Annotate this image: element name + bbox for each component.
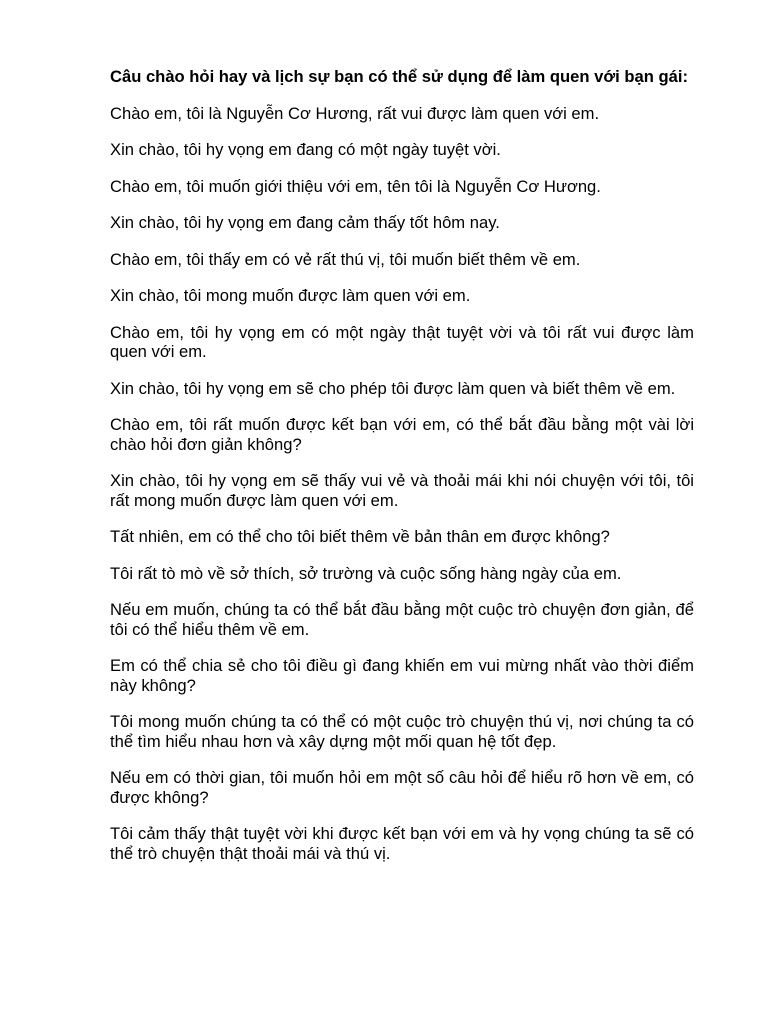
paragraph: Chào em, tôi rất muốn được kết bạn với em, có thể bắt đầu bằng một vài lời chào hỏi đơn giản không?: [110, 415, 694, 454]
paragraph: Nếu em có thời gian, tôi muốn hỏi em một số câu hỏi để hiểu rõ hơn về em, có được không?: [110, 768, 694, 807]
paragraph: Chào em, tôi thấy em có vẻ rất thú vị, tôi muốn biết thêm về em.: [110, 249, 581, 269]
paragraph: Xin chào, tôi hy vọng em đang cảm thấy tốt hôm nay.: [110, 213, 500, 232]
paragraph: Xin chào, tôi mong muốn được làm quen với em.: [110, 286, 471, 305]
paragraph: Chào em, tôi muốn giới thiệu với em, tên tôi là Nguyễn Cơ Hương.: [110, 176, 601, 196]
paragraph: Tôi cảm thấy thật tuyệt vời khi được kết bạn với em và hy vọng chúng ta sẽ có thể trò chuyện thật thoải mái và thú vị.: [110, 824, 694, 863]
paragraph: Xin chào, tôi hy vọng em đang có một ngày tuyệt vời.: [110, 140, 501, 159]
paragraph: Nếu em muốn, chúng ta có thể bắt đầu bằng một cuộc trò chuyện đơn giản, để tôi có thể hiểu thêm về em.: [110, 600, 694, 639]
document-page: [110, 67, 694, 880]
document-heading: Câu chào hỏi hay và lịch sự bạn có thể sử dụng để làm quen với bạn gái:: [110, 67, 688, 86]
paragraph: Tất nhiên, em có thể cho tôi biết thêm về bản thân em được không?: [110, 527, 610, 546]
paragraph: Tôi mong muốn chúng ta có thể có một cuộc trò chuyện thú vị, nơi chúng ta có thể tìm hiểu nhau hơn và xây dựng một mối quan hệ tốt đẹp.: [110, 712, 694, 751]
paragraph: Em có thể chia sẻ cho tôi điều gì đang khiến em vui mừng nhất vào thời điểm này không?: [110, 656, 694, 695]
paragraph: Xin chào, tôi hy vọng em sẽ cho phép tôi được làm quen và biết thêm về em.: [110, 378, 676, 398]
paragraph: Chào em, tôi là Nguyễn Cơ Hương, rất vui được làm quen với em.: [110, 103, 600, 123]
paragraph: Xin chào, tôi hy vọng em sẽ thấy vui vẻ và thoải mái khi nói chuyện với tôi, tôi rất mong muốn được làm quen với em.: [110, 471, 694, 510]
paragraph: Chào em, tôi hy vọng em có một ngày thật tuyệt vời và tôi rất vui được làm quen với em.: [110, 322, 694, 361]
paragraph: Tôi rất tò mò về sở thích, sở trường và cuộc sống hàng ngày của em.: [110, 563, 622, 583]
